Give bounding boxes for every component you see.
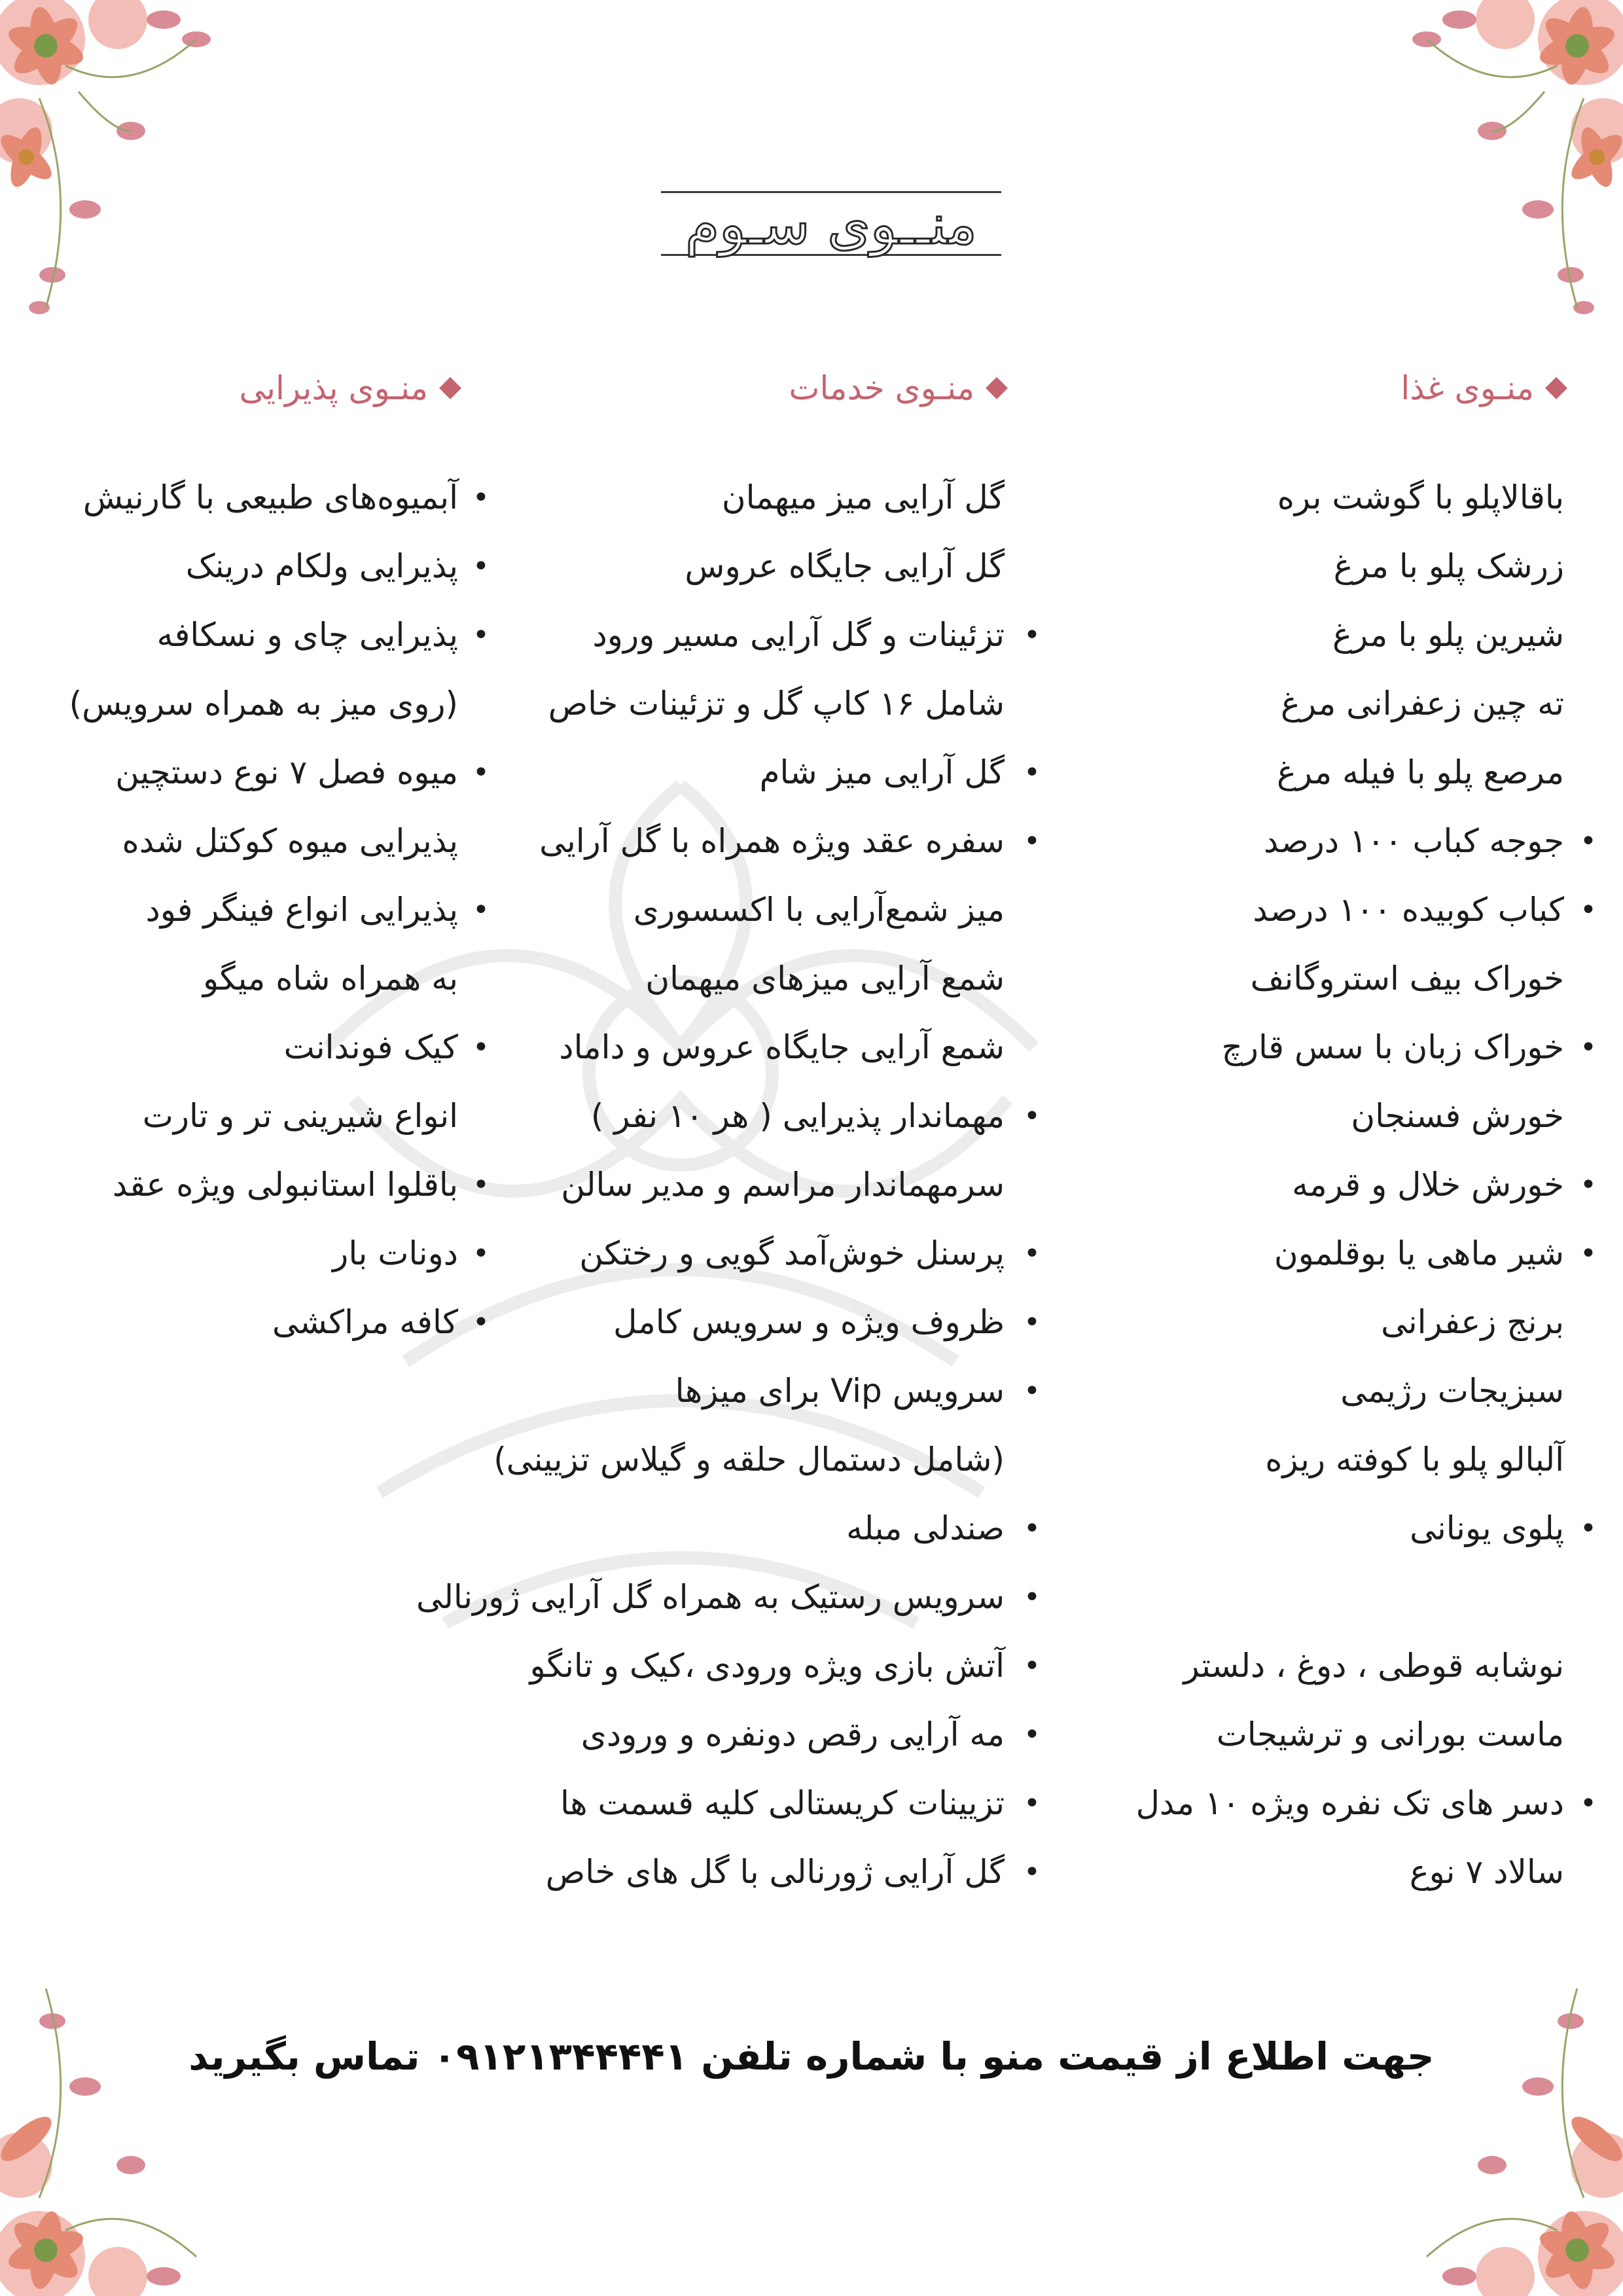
menu-item	[429, 1700, 1041, 1769]
diamond-icon	[1545, 377, 1567, 399]
menu-item	[429, 807, 1041, 876]
menu-item	[1093, 1013, 1597, 1082]
menu-item	[429, 1357, 1041, 1426]
menu-item-text: سبزیجات رژیمی	[1340, 1372, 1564, 1410]
menu-item-text: کیک فوندانت	[283, 1028, 458, 1066]
menu-item	[1093, 1151, 1597, 1219]
bullet-icon: •	[1024, 1856, 1041, 1889]
menu-item-text: کافه مراکشی	[272, 1303, 458, 1341]
food-menu-heading-text: منـوی غذا	[1400, 369, 1534, 407]
bullet-icon: •	[1580, 825, 1597, 858]
floral-icon	[0, 0, 366, 367]
menu-item	[429, 1838, 1041, 1907]
menu-item-text: سرویس Vip برای میزها	[675, 1372, 1005, 1410]
floral-icon	[0, 1929, 366, 2296]
services-menu-list	[416, 463, 1041, 1907]
bullet-icon: •	[1024, 825, 1041, 858]
bullet-icon: •	[1024, 1512, 1041, 1545]
menu-item-text: میز شمع‌آرایی با اکسسوری	[633, 891, 1005, 929]
food-menu-list	[1093, 463, 1597, 1907]
menu-item-text: نوشابه قوطی ، دوغ ، دلستر	[1183, 1647, 1564, 1685]
services-menu-heading	[429, 359, 1005, 418]
menu-item-text: مه آرایی رقص دونفره و ورودی	[580, 1715, 1005, 1753]
menu-item	[429, 1082, 1041, 1151]
food-menu-heading	[1093, 359, 1564, 418]
floral-corner-top-right	[1257, 0, 1623, 367]
bullet-icon: •	[1024, 619, 1041, 652]
menu-item-text: (روی میز به همراه سرویس)	[69, 685, 458, 723]
menu-item-text: به همراه شاه میگو	[203, 960, 458, 997]
menu-item-text: مرصع پلو با فیله مرغ	[1276, 753, 1564, 791]
menu-item	[1093, 1700, 1564, 1769]
menu-item	[429, 532, 1005, 601]
menu-item	[429, 738, 1041, 807]
menu-item	[429, 1219, 1041, 1288]
bullet-icon: •	[473, 481, 490, 514]
menu-item	[0, 601, 490, 670]
menu-item-text: مهماندار پذیرایی ( هر ۱۰ نفر )	[590, 1097, 1005, 1135]
floral-icon	[1257, 0, 1623, 367]
menu-item-text: میوه فصل ۷ نوع دستچین	[115, 753, 458, 791]
menu-item	[1093, 876, 1597, 944]
bullet-icon: •	[473, 619, 490, 652]
menu-item-text: آتش بازی ویژه ورودی ،کیک و تانگو	[529, 1647, 1005, 1685]
menu-item-text: (شامل دستمال حلقه و گیلاس تزیینی)	[493, 1441, 1005, 1479]
floral-icon	[1257, 1929, 1623, 2296]
menu-item	[0, 1219, 490, 1288]
menu-item	[1093, 1632, 1564, 1700]
menu-item	[0, 463, 490, 532]
menu-item-text: ته چین زعفرانی مرغ	[1280, 685, 1564, 723]
menu-item	[0, 1288, 490, 1357]
reception-menu-heading-text: منـوی پذیرایی	[239, 369, 428, 407]
menu-item-text: دونات بار	[332, 1234, 458, 1272]
menu-item-text: گل آرایی میز میهمان	[721, 478, 1005, 516]
menu-item	[1093, 1769, 1597, 1838]
menu-item-text: شامل ۱۶ کاپ گل و تزئینات خاص	[548, 685, 1005, 723]
menu-item	[429, 670, 1005, 738]
menu-item	[429, 1426, 1005, 1494]
bullet-icon: •	[1580, 893, 1597, 927]
menu-item	[0, 807, 458, 876]
menu-item	[429, 1288, 1041, 1357]
menu-item-text: تزیینات کریستالی کلیه قسمت ها	[560, 1784, 1005, 1822]
title-block	[661, 177, 1001, 275]
menu-item-text: گل آرایی جایگاه عروس	[685, 547, 1005, 585]
menu-item-text: دسر های تک نفره ویژه ۱۰ مدل	[1135, 1784, 1564, 1822]
menu-item-text: ظروف ویژه و سرویس کامل	[613, 1303, 1005, 1341]
menu-item	[1093, 738, 1564, 807]
menu-item-text: پرسنل خوش‌آمد گویی و رختکن	[579, 1234, 1005, 1272]
menu-item-text: باقلوا استانبولی ویژه عقد	[112, 1166, 458, 1204]
bullet-icon: •	[1024, 1649, 1041, 1683]
menu-item	[0, 670, 458, 738]
services-menu-column	[416, 359, 1041, 1907]
reception-menu-list	[0, 463, 490, 1357]
menu-item	[1093, 1494, 1597, 1563]
contact-footer: جهت اطلاع از قیمت منو با شماره تلفن ۰۹۱۲۱۳۴۴۴۴۱ تماس بگیرید	[188, 2034, 1435, 2079]
bullet-icon: •	[473, 1306, 490, 1339]
menu-item-text: شیرین پلو با مرغ	[1332, 616, 1564, 654]
bullet-icon: •	[1580, 1512, 1597, 1545]
menu-item-text: کباب کوبیده ۱۰۰ درصد	[1253, 891, 1564, 929]
bullet-icon: •	[1024, 1306, 1041, 1339]
menu-item-text: خوراک بیف استروگانف	[1250, 960, 1564, 997]
bullet-icon: •	[1024, 1718, 1041, 1751]
menu-item-text: آلبالو پلو با کوفته ریزه	[1265, 1441, 1564, 1479]
menu-item	[429, 463, 1005, 532]
menu-item	[0, 1013, 490, 1082]
menu-item	[429, 1151, 1005, 1219]
menu-item-text: جوجه کباب ۱۰۰ درصد	[1263, 822, 1564, 860]
bullet-icon: •	[473, 893, 490, 927]
bullet-icon: •	[1024, 756, 1041, 789]
menu-item-text: خورش خلال و قرمه	[1292, 1166, 1564, 1204]
menu-item-text: شمع آرایی میزهای میهمان	[645, 960, 1005, 997]
menu-item	[429, 1632, 1041, 1700]
floral-corner-top-left	[0, 0, 366, 367]
menu-item	[1093, 601, 1564, 670]
menu-item-text: زرشک پلو با مرغ	[1333, 547, 1564, 585]
menu-item-text: سفره عقد ویژه همراه با گل آرایی	[539, 822, 1005, 860]
menu-item	[1093, 1357, 1564, 1426]
menu-item	[1093, 1082, 1564, 1151]
menu-item-text: تزئینات و گل آرایی مسیر ورود	[592, 616, 1005, 654]
menu-item	[0, 876, 490, 944]
bullet-icon: •	[1024, 1374, 1041, 1408]
bullet-icon: •	[473, 1168, 490, 1202]
menu-item-text: آبمیوه‌های طبیعی با گارنیش	[82, 478, 458, 516]
page-title: منــوی سـوم	[685, 192, 977, 257]
menu-item-text: پذیرایی چای و نسکافه	[156, 616, 458, 654]
menu-item	[1093, 532, 1564, 601]
menu-item	[0, 1082, 458, 1151]
diamond-icon	[439, 377, 461, 399]
menu-item	[1093, 1288, 1564, 1357]
menu-item	[1093, 1838, 1564, 1907]
bullet-icon: •	[1024, 1100, 1041, 1133]
menu-item-text: صندلی مبله	[846, 1509, 1005, 1547]
bullet-icon: •	[1580, 1787, 1597, 1820]
floral-corner-bottom-left	[0, 1929, 366, 2296]
services-menu-heading-text: منـوی خدمات	[789, 369, 974, 407]
bullet-icon: •	[1024, 1581, 1041, 1614]
diamond-icon	[986, 377, 1008, 399]
menu-item-text: گل آرایی ژورنالی با گل های خاص	[545, 1853, 1005, 1891]
menu-item	[1093, 670, 1564, 738]
menu-item-text: شیر ماهی یا بوقلمون	[1274, 1234, 1564, 1272]
bullet-icon: •	[1024, 1787, 1041, 1820]
menu-item	[0, 738, 490, 807]
menu-item-text: پذیرایی انواع فینگر فود	[145, 891, 458, 929]
menu-item-text: پذیرایی ولکام درینک	[185, 547, 458, 585]
menu-item	[429, 601, 1041, 670]
bullet-icon: •	[1580, 1237, 1597, 1270]
menu-item	[1093, 1563, 1564, 1632]
reception-menu-heading	[0, 359, 458, 418]
menu-item	[429, 876, 1005, 944]
menu-item-text: سرمهماندار مراسم و مدیر سالن	[561, 1166, 1005, 1204]
menu-item	[1093, 1426, 1564, 1494]
menu-item	[0, 532, 490, 601]
menu-item	[429, 1013, 1005, 1082]
reception-menu-column	[0, 359, 490, 1357]
bullet-icon: •	[1580, 1168, 1597, 1202]
floral-corner-bottom-right	[1257, 1929, 1623, 2296]
menu-item	[1093, 463, 1564, 532]
menu-item	[1093, 1219, 1597, 1288]
menu-item-text: پلوی یونانی	[1410, 1509, 1564, 1547]
menu-item-text: باقالاپلو با گوشت بره	[1277, 478, 1564, 516]
bullet-icon: •	[1024, 1237, 1041, 1270]
menu-item-text: گل آرایی میز شام	[759, 753, 1005, 791]
menu-item-text: شمع آرایی جایگاه عروس و داماد	[559, 1028, 1005, 1066]
menu-item	[1093, 807, 1597, 876]
menu-item	[1093, 944, 1564, 1013]
menu-item	[429, 944, 1005, 1013]
bullet-icon: •	[473, 756, 490, 789]
menu-item	[416, 1563, 1041, 1632]
bullet-icon: •	[473, 550, 490, 583]
menu-item	[0, 944, 458, 1013]
menu-item-text: ماست بورانی و ترشیجات	[1216, 1715, 1564, 1753]
menu-item-text: سرویس رستیک به همراه گل آرایی ژورنالی	[416, 1578, 1005, 1616]
menu-item	[429, 1769, 1041, 1838]
menu-item-text: سالاد ۷ نوع	[1409, 1853, 1564, 1891]
food-menu-column	[1093, 359, 1597, 1907]
bullet-icon: •	[473, 1237, 490, 1270]
bullet-icon: •	[1580, 1031, 1597, 1064]
menu-item-text: انواع شیرینی تر و تارت	[142, 1097, 458, 1135]
bullet-icon: •	[473, 1031, 490, 1064]
menu-item	[0, 1151, 490, 1219]
menu-item-text: خورش فسنجان	[1351, 1097, 1564, 1135]
menu-item-text: پذیرایی میوه کوکتل شده	[122, 822, 458, 860]
menu-item-text: برنج زعفرانی	[1381, 1303, 1564, 1341]
menu-item-text: خوراک زبان با سس قارچ	[1221, 1028, 1564, 1066]
menu-item	[429, 1494, 1041, 1563]
